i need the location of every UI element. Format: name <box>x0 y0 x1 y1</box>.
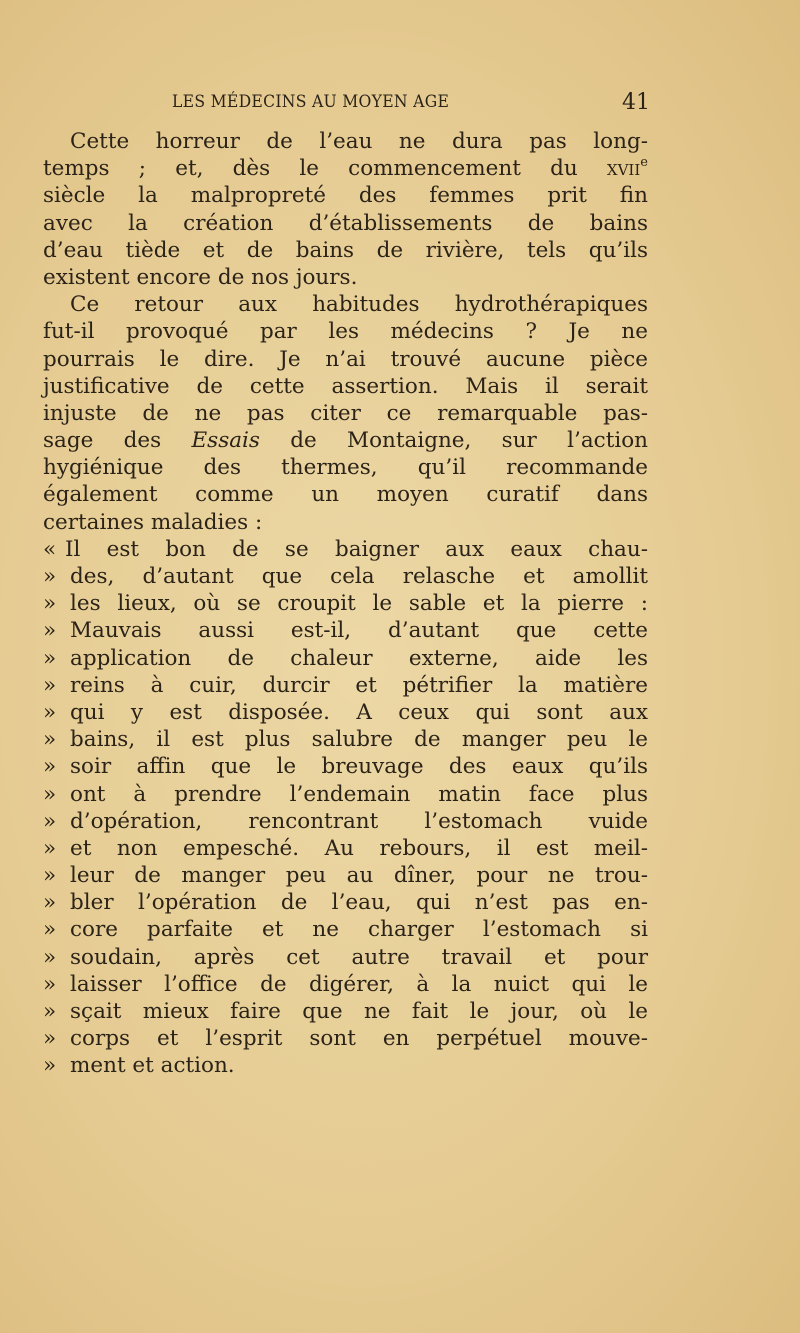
quote-mark: » <box>43 727 57 753</box>
line-text <box>70 563 648 590</box>
text-run: injuste de ne pas citer ce remarquable pas- <box>43 400 648 426</box>
text-run: pourrais le dire. Je n’ai trouvé aucune pièce <box>43 346 648 372</box>
quote-mark: » <box>43 645 57 671</box>
text-run: des, d’autant que cela relasche et amollit <box>70 564 648 589</box>
text-run: siècle la malpropreté des femmes prit fin <box>43 183 648 209</box>
text-line <box>43 617 648 644</box>
text-line <box>43 672 648 699</box>
running-header <box>0 92 800 118</box>
text-run: laisser l’office de digérer, à la nuict qui le <box>70 971 648 997</box>
text-line <box>43 264 648 291</box>
line-text <box>43 155 648 182</box>
text-run: xvii <box>606 156 641 182</box>
page-number: 41 <box>622 90 650 115</box>
line-text <box>70 291 648 318</box>
line-text <box>70 672 648 699</box>
text-run: certaines maladies : <box>43 509 263 535</box>
quote-mark: » <box>43 863 57 889</box>
line-text <box>43 318 648 345</box>
quote-mark: » <box>43 944 57 970</box>
text-run: Cette horreur de l’eau ne dura pas long- <box>70 129 648 154</box>
text-line <box>43 808 648 835</box>
text-run: qui y est disposée. A ceux qui sont aux <box>70 699 648 725</box>
text-line <box>43 536 648 563</box>
text-line <box>43 210 648 237</box>
text-line <box>43 1052 648 1079</box>
line-text <box>43 454 648 481</box>
line-text <box>70 128 648 155</box>
quote-mark: » <box>43 781 57 807</box>
line-text <box>70 808 648 835</box>
page-body-text <box>43 128 648 1080</box>
text-run: application de chaleur externe, aide les <box>70 645 648 671</box>
text-line <box>43 645 648 672</box>
text-line <box>43 318 648 345</box>
line-text <box>70 753 648 780</box>
quote-mark: » <box>43 890 57 916</box>
text-line <box>43 971 648 998</box>
text-line <box>43 889 648 916</box>
line-text <box>70 889 648 916</box>
text-line <box>43 400 648 427</box>
text-line <box>43 182 648 209</box>
line-text <box>70 645 648 672</box>
text-run: également comme un moyen curatif dans <box>43 482 648 508</box>
text-run: justificative de cette assertion. Mais il serait <box>43 373 648 399</box>
text-run: soir affin que le breuvage des eaux qu’ils <box>70 754 648 780</box>
running-title: LES MÉDECINS AU MOYEN AGE <box>172 92 450 112</box>
text-run: fut-il provoqué par les médecins ? Je ne <box>43 319 648 345</box>
text-line <box>43 128 648 155</box>
text-line <box>43 155 648 182</box>
line-text <box>43 264 648 291</box>
text-run: temps ; et, dès le commencement du <box>43 156 607 182</box>
line-text <box>70 590 648 617</box>
line-text <box>70 971 648 998</box>
line-text <box>70 1052 648 1079</box>
text-run: leur de manger peu au dîner, pour ne trou- <box>70 863 648 889</box>
text-run: sçait mieux faire que ne fait le jour, où le <box>70 999 648 1024</box>
quote-mark: » <box>43 1053 57 1079</box>
text-line <box>43 427 648 454</box>
quote-mark: » <box>43 1026 57 1052</box>
line-text <box>70 617 648 644</box>
line-text <box>70 1025 648 1052</box>
text-run: de Montaigne, sur l’action <box>259 428 648 454</box>
text-line <box>43 835 648 862</box>
superscript: e <box>640 155 648 171</box>
line-text <box>70 835 648 862</box>
text-line <box>43 509 648 536</box>
text-line <box>43 998 648 1025</box>
quote-mark: » <box>43 917 57 943</box>
line-text <box>70 781 648 808</box>
text-line <box>43 916 648 943</box>
text-line <box>43 454 648 481</box>
text-run: ment et action. <box>70 1053 235 1079</box>
text-line <box>43 753 648 780</box>
text-run: sage des <box>43 428 192 454</box>
text-run: reins à cuir, durcir et pétrifier la matière <box>70 672 648 698</box>
line-text <box>43 237 648 264</box>
line-text <box>43 481 648 508</box>
text-run: bains, il est plus salubre de manger peu le <box>70 727 648 753</box>
text-run: bler l’opération de l’eau, qui n’est pas en- <box>70 890 648 916</box>
line-text <box>70 862 648 889</box>
text-run: corps et l’esprit sont en perpétuel mouve- <box>70 1026 648 1052</box>
text-line <box>43 237 648 264</box>
text-run: ont à prendre l’endemain matin face plus <box>70 781 648 807</box>
text-line <box>43 781 648 808</box>
quote-mark: » <box>43 835 57 861</box>
line-text <box>43 400 648 427</box>
text-line <box>43 726 648 753</box>
text-run: d’eau tiède et de bains de rivière, tels qu’ils <box>43 237 648 263</box>
line-text <box>70 726 648 753</box>
line-text <box>70 916 648 943</box>
quote-mark: » <box>43 699 57 725</box>
text-run: hygiénique des thermes, qu’il recommande <box>43 455 648 481</box>
quote-mark: » <box>43 754 57 780</box>
quote-mark: « <box>43 536 57 562</box>
text-run: les lieux, où se croupit le sable et la pierre : <box>70 591 648 617</box>
quote-mark: » <box>43 999 57 1024</box>
quote-mark: » <box>43 971 57 997</box>
line-text <box>43 182 648 209</box>
text-run: existent encore de nos jours. <box>43 264 358 290</box>
text-line <box>43 346 648 373</box>
text-line <box>43 699 648 726</box>
line-text <box>70 699 648 726</box>
text-run: Mauvais aussi est-il, d’autant que cette <box>70 618 648 644</box>
line-text <box>70 944 648 971</box>
line-text <box>43 373 648 400</box>
quote-mark: » <box>43 564 57 589</box>
text-line <box>43 862 648 889</box>
line-text <box>43 346 648 373</box>
text-run: core parfaite et ne charger l’estomach si <box>70 917 648 943</box>
line-text <box>65 536 648 563</box>
text-run: et non empesché. Au rebours, il est meil- <box>70 835 648 861</box>
quote-mark: » <box>43 672 57 698</box>
quote-mark: » <box>43 808 57 834</box>
text-line <box>43 590 648 617</box>
text-line <box>43 373 648 400</box>
line-text <box>43 210 648 237</box>
text-line <box>43 481 648 508</box>
text-line <box>43 944 648 971</box>
quote-mark: » <box>43 618 57 644</box>
line-text <box>43 509 648 536</box>
italic-title: Essais <box>191 428 260 454</box>
text-run: soudain, après cet autre travail et pour <box>70 944 648 970</box>
text-line <box>43 1025 648 1052</box>
text-run: Ce retour aux habitudes hydrothérapiques <box>70 292 648 318</box>
text-run: d’opération, rencontrant l’estomach vuide <box>70 808 648 834</box>
text-run: avec la création d’établissements de bains <box>43 210 648 236</box>
line-text <box>70 998 648 1025</box>
line-text <box>43 427 648 454</box>
text-run: Il est bon de se baigner aux eaux chau- <box>65 536 648 562</box>
quote-mark: » <box>43 591 57 617</box>
text-line <box>43 563 648 590</box>
text-line <box>43 291 648 318</box>
